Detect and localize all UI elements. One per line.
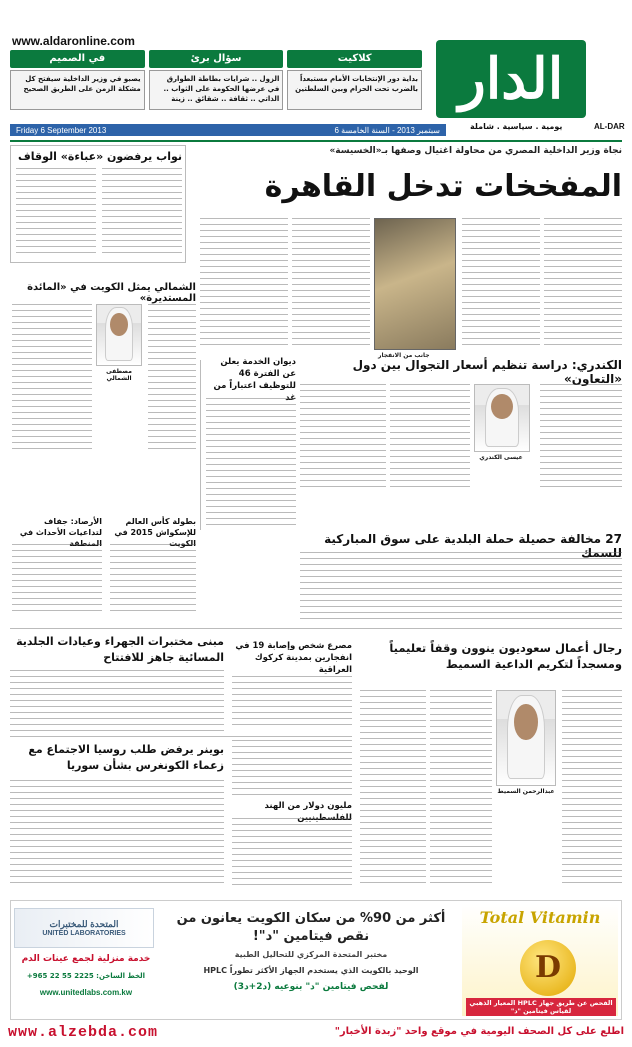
gcc-headline[interactable]: الكندري: دراسة تنظيم أسعار التجوال بين دول «التعاون»: [352, 358, 622, 386]
teaser-1[interactable]: يصبو في وزير الداخلية سيفتح كل مشكلة الزمن على الطريق الصحيح: [10, 70, 145, 110]
section-rule-2: [10, 736, 352, 737]
boehner-headline[interactable]: بوينر يرفض طلب روسيا الاجتماع مع زعماء الكونغرس بشأن سوريا: [28, 743, 224, 772]
tab-fil-samim[interactable]: في الصميم: [10, 50, 145, 68]
shamali-headline[interactable]: الشمالي يمثل الكويت في «المائدة المستديرة»: [27, 282, 196, 304]
iraq-body-2: [232, 740, 352, 796]
date-en: Friday 6 September 2013: [16, 125, 107, 135]
labs-headline[interactable]: مبنى مختبرات الجهراء وعيادات الجلدية المسائية جاهز للافتتاح: [16, 635, 224, 664]
ad-web[interactable]: www.unitedlabs.com.kw: [39, 988, 133, 997]
vitamin-d-icon: D: [520, 940, 576, 996]
brand-title: Total Vitamin: [479, 908, 601, 927]
gcc-col-1: [540, 384, 622, 488]
teaser-3[interactable]: بداية دور الإنتخابات الأمام مستبعداً بالضرب تحت الحزام وبين السلطتين: [287, 70, 422, 110]
india-headline[interactable]: مليون دولار من الهند للفلسطينيين: [264, 801, 352, 823]
ad-sub2: الوحيد بالكويت الذي يستخدم الجهاز الأكثر تطوراً HPLC: [203, 966, 419, 975]
dateline-bar: [10, 124, 446, 136]
squash-body: [110, 544, 196, 616]
shamali-name: مصطفى الشمالي: [106, 368, 132, 382]
column-rule: [200, 360, 201, 530]
kandari-name: عيسى الكندري: [479, 454, 523, 461]
saudi-headline[interactable]: رجال أعمال سعوديون ينوون وقفاً تعليمياً ومسجداً لتكريم الداعية السميط: [389, 641, 622, 671]
iraq-body: [232, 676, 352, 730]
lead-col-3: [292, 218, 370, 350]
sumait-name: عبدالرحمن السميط: [497, 788, 555, 795]
section-tabs: [10, 50, 422, 68]
ad-home-service: خدمة منزلية لجمع عينات الدم: [21, 954, 151, 964]
lead-col-1: [544, 218, 622, 348]
website-url[interactable]: www.aldaronline.com: [12, 34, 135, 48]
ad-sub3: لفحص فيتامين "د" بنوعيه (د2+د3): [233, 982, 389, 992]
sidebox-title[interactable]: نواب يرفضون «عباءة» الوقاف: [17, 150, 182, 163]
photo-caption: جانب من الانفجار: [378, 352, 430, 359]
teaser-2[interactable]: الزول .. شرايات بطاطة الطوارق في عرضها الحكومة على الثواب .. الذاتي .. ثقافة .. شقائق .. زينة: [149, 70, 284, 110]
tab-klaket[interactable]: كلاكيت: [287, 50, 422, 68]
company-ar: المتحدة للمختبرات: [49, 919, 119, 929]
explosion-photo: [374, 218, 456, 350]
shamali-col-1: [148, 304, 196, 454]
diwan-headline[interactable]: ديوان الخدمة يعلن عن الفترة 46 للتوظيف اعتباراً من غد: [213, 357, 296, 403]
kandari-photo: [474, 384, 530, 452]
squash-headline[interactable]: بطولة كأس العالم للإسكواش 2015 في الكويت: [114, 517, 196, 548]
company-en: UNITED LABORATORIES: [42, 930, 126, 937]
weather-body: [12, 544, 102, 616]
ad-sub1: مختبر المتحدة المركزي للتحاليل الطبية: [234, 950, 388, 959]
date-ar: 6 سبتمبر 2013 - السنة الخامسة: [334, 125, 440, 135]
fines-headline[interactable]: 27 مخالفة حصيلة حملة البلدية على سوق المباركية للسمك: [324, 532, 622, 560]
saudi-col-3: [360, 690, 426, 886]
tagline: يومية . سياسية . شاملة: [470, 122, 563, 131]
boehner-body: [10, 780, 224, 886]
saudi-col-2: [430, 690, 492, 886]
sidebox-col-1: [16, 168, 96, 258]
tab-suaal-baree[interactable]: سؤال برئ: [149, 50, 284, 68]
sumait-photo: [496, 690, 556, 786]
diwan-col: [206, 398, 296, 530]
ad-headline: أكثر من 90% من سكان الكويت يعانون من نقص فيتامين "د"!: [176, 911, 446, 944]
shamali-photo: [96, 304, 142, 366]
fines-body: [300, 552, 622, 624]
footer-url[interactable]: www.alzebda.com: [8, 1024, 159, 1041]
gcc-col-2: [390, 384, 470, 488]
section-rule-1: [10, 628, 622, 629]
united-labs-logo: [14, 908, 154, 948]
sidebox-col-2: [102, 168, 182, 258]
ad-hotline[interactable]: الخط الساخن: 2225 55 22 965+: [26, 972, 146, 980]
aldar-logo: الدار: [436, 40, 586, 118]
gcc-col-3: [300, 384, 386, 488]
shamali-col-2: [12, 304, 92, 454]
lead-col-2: [462, 218, 540, 348]
lead-kicker: نجاة وزير الداخلية المصري من محاولة اغتيال وصفها بـ«الخسيسة»: [329, 146, 622, 156]
footer-text: اطلع على كل الصحف اليومية في موقع واحد "زبدة الأخبار": [334, 1026, 624, 1037]
ad-badge: الفحص عن طريق جهاز HPLC المعيار الذهبي لقياس فيتامين "د": [466, 998, 616, 1016]
weather-headline[interactable]: الأرصاد: جفاف لتداعيات الأحداث في المنطقة: [19, 517, 102, 548]
teaser-row: [10, 70, 422, 110]
india-body: [232, 818, 352, 886]
saudi-col-1: [562, 690, 622, 886]
masthead-divider: [10, 140, 622, 142]
lead-headline[interactable]: المفخخات تدخل القاهرة: [264, 169, 622, 204]
labs-body: [10, 670, 224, 732]
lead-col-4: [200, 218, 288, 350]
iraq-headline[interactable]: مصرع شخص وإصابة 19 في انفجارين بمدينة كركوك العراقية: [235, 641, 352, 675]
logo-latin: AL-DAR: [594, 122, 625, 131]
